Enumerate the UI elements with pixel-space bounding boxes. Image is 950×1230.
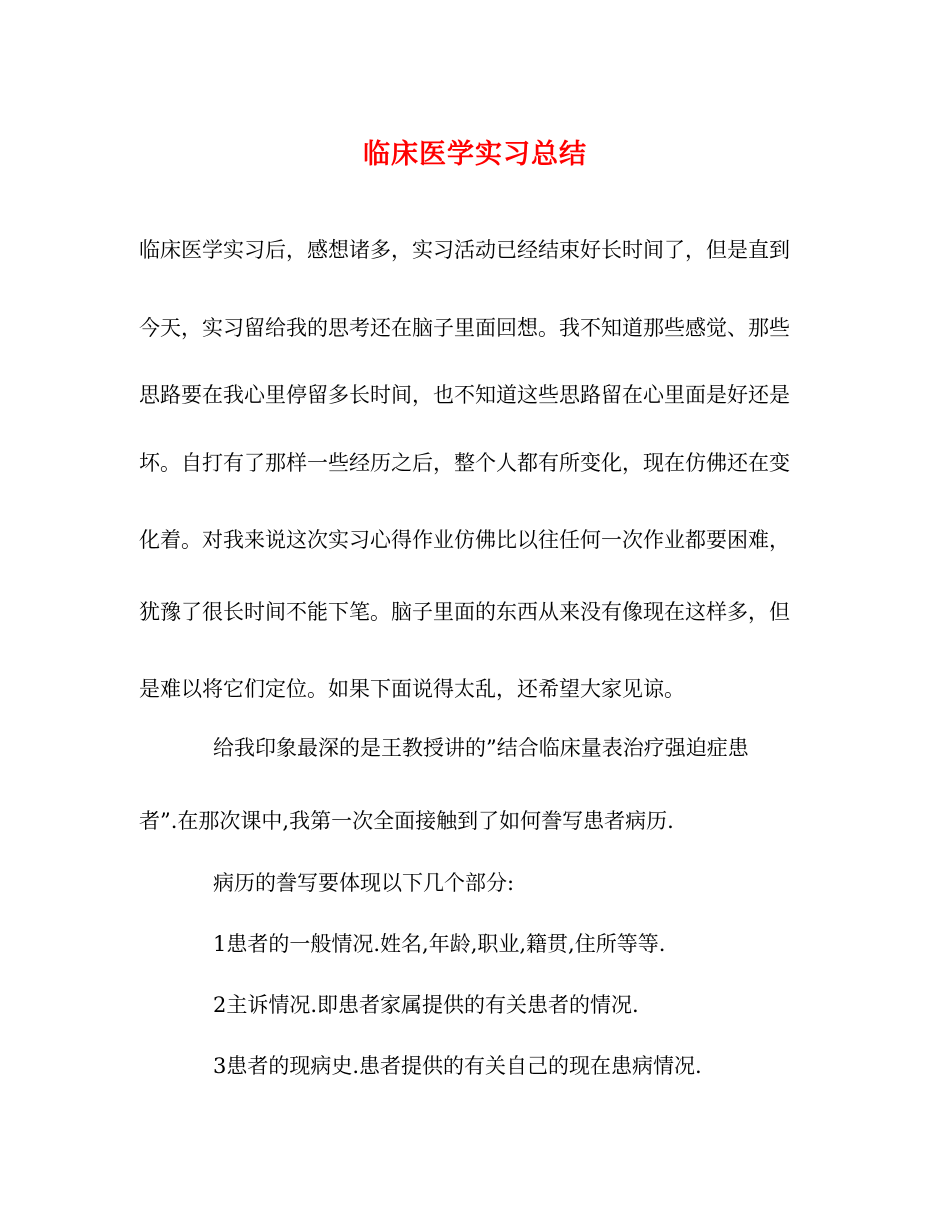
- paragraph-line: 犹豫了很长时间不能下笔。脑子里面的东西从来没有像现在这样多，但: [139, 600, 790, 624]
- paragraph-line: 临床医学实习后，感想诸多，实习活动已经结束好长时间了，但是直到: [139, 238, 790, 262]
- paragraph-line: 坏。自打有了那样一些经历之后，整个人都有所变化，现在仿佛还在变: [139, 451, 790, 475]
- list-item: 2主诉情况.即患者家属提供的有关患者的情况.: [213, 993, 639, 1017]
- document-title: 临床医学实习总结: [363, 139, 587, 170]
- paragraph-line: 今天，实习留给我的思考还在脑子里面回想。我不知道那些感觉、那些: [139, 316, 790, 340]
- paragraph-line: 者”.在那次课中,我第一次全面接触到了如何誊写患者病历.: [139, 809, 674, 833]
- list-item: 1患者的一般情况.姓名,年龄,职业,籍贯,住所等等.: [213, 932, 666, 956]
- list-item: 3患者的现病史.患者提供的有关自己的现在患病情况.: [213, 1054, 702, 1078]
- paragraph-line: 思路要在我心里停留多长时间，也不知道这些思路留在心里面是好还是: [139, 383, 790, 407]
- paragraph-line: 化着。对我来说这次实习心得作业仿佛比以往任何一次作业都要困难，: [139, 528, 790, 552]
- paragraph-line: 病历的誊写要体现以下几个部分:: [213, 871, 515, 895]
- paragraph-line: 是难以将它们定位。如果下面说得太乱，还希望大家见谅。: [139, 677, 685, 701]
- paragraph-line: 给我印象最深的是王教授讲的”结合临床量表治疗强迫症患: [213, 736, 749, 760]
